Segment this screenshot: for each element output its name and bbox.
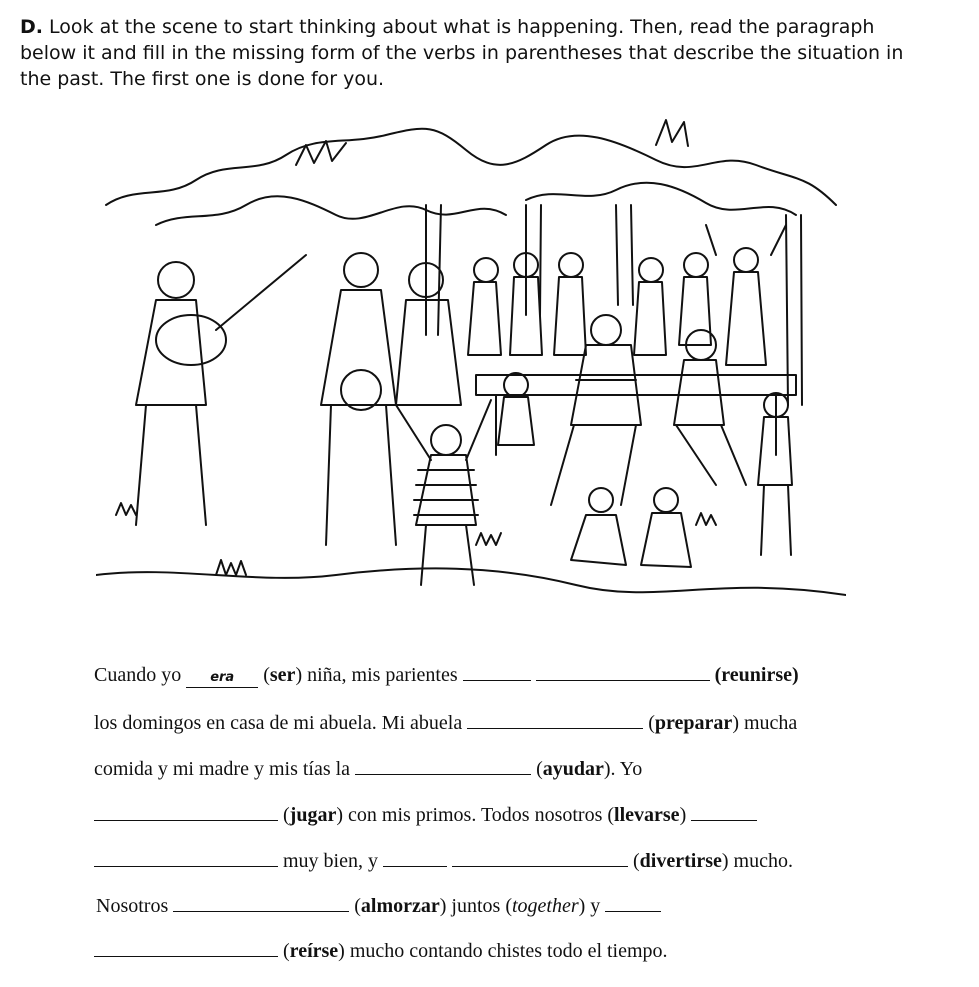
verb-reunirse: (reunirse) (714, 664, 799, 686)
paragraph-line-4: (jugar) con mis primos. Todos nosotros (llevarse) (94, 802, 757, 827)
text-segment: comida y mi madre y mis tías la (94, 758, 351, 780)
verb-reirse: reírse (289, 940, 339, 962)
text-segment: ) y (578, 895, 601, 917)
answer-blank-reirse-2[interactable] (94, 938, 278, 957)
answer-blank-reunirse-1[interactable] (463, 662, 531, 681)
paragraph-line-2: los domingos en casa de mi abuela. Mi abuela (preparar) mucha (94, 712, 798, 734)
verb-jugar: jugar (289, 804, 337, 826)
text-segment: ) con mis primos. Todos nosotros ( (336, 804, 615, 826)
text-segment: ) mucho. (721, 850, 793, 872)
paragraph-line-6: Nosotros (almorzar) juntos (together) y (96, 893, 661, 918)
answer-blank-reunirse-2[interactable] (536, 662, 710, 681)
text-segment: ) niña, mis parientes (295, 664, 458, 686)
text-segment: ) mucha (732, 712, 798, 734)
verb-ser: ser (269, 664, 296, 686)
text-segment: Nosotros (96, 895, 169, 917)
answer-blank-divertirse-2[interactable] (452, 848, 628, 867)
instructions-text: Look at the scene to start thinking about what is happening. Then, read the paragraph below it and fill in the missing form of the verbs in parentheses that describe the situation in the past. The first one is done for you. (20, 16, 904, 90)
answer-blank-almorzar[interactable] (173, 893, 349, 912)
text-segment: ) (679, 804, 687, 826)
paragraph-line-7: (reírse) mucho contando chistes todo el tiempo. (94, 938, 668, 963)
answer-blank-divertirse-1[interactable] (383, 848, 447, 867)
text-segment: ) juntos ( (439, 895, 512, 917)
answer-blank-reirse-1[interactable] (605, 893, 661, 912)
exercise-letter: D. (20, 16, 43, 38)
text-segment: los domingos en casa de mi abuela. Mi abuela (94, 712, 463, 734)
word-together: together (511, 895, 579, 917)
answer-blank-jugar[interactable] (94, 802, 278, 821)
paragraph-line-1 (94, 662, 799, 688)
text-segment: ). Yo (603, 758, 643, 780)
text-segment: muy bien, y (283, 850, 378, 872)
answer-blank-ser[interactable]: era (186, 669, 258, 688)
answer-blank-ayudar[interactable] (355, 756, 531, 775)
paragraph-line-3: comida y mi madre y mis tías la (ayudar). Yo (94, 758, 643, 780)
verb-almorzar: almorzar (360, 895, 440, 917)
tree-canopy (106, 129, 836, 205)
verb-llevarse: llevarse (614, 804, 680, 826)
text-segment: ) mucho contando chistes todo el tiempo. (338, 940, 668, 962)
text-segment: Cuando yo (94, 664, 182, 686)
verb-ayudar: ayudar (542, 758, 604, 780)
instructions (20, 14, 930, 92)
verb-preparar: preparar (654, 712, 733, 734)
verb-divertirse: divertirse (639, 850, 722, 872)
answer-blank-llevarse-2[interactable] (94, 848, 278, 867)
text-segment: ( (263, 664, 270, 686)
family-picnic-illustration (96, 105, 846, 615)
answer-blank-llevarse-1[interactable] (691, 802, 757, 821)
paragraph-line-5: muy bien, y (divertirse) mucho. (94, 848, 793, 873)
answer-blank-preparar[interactable] (467, 710, 643, 729)
